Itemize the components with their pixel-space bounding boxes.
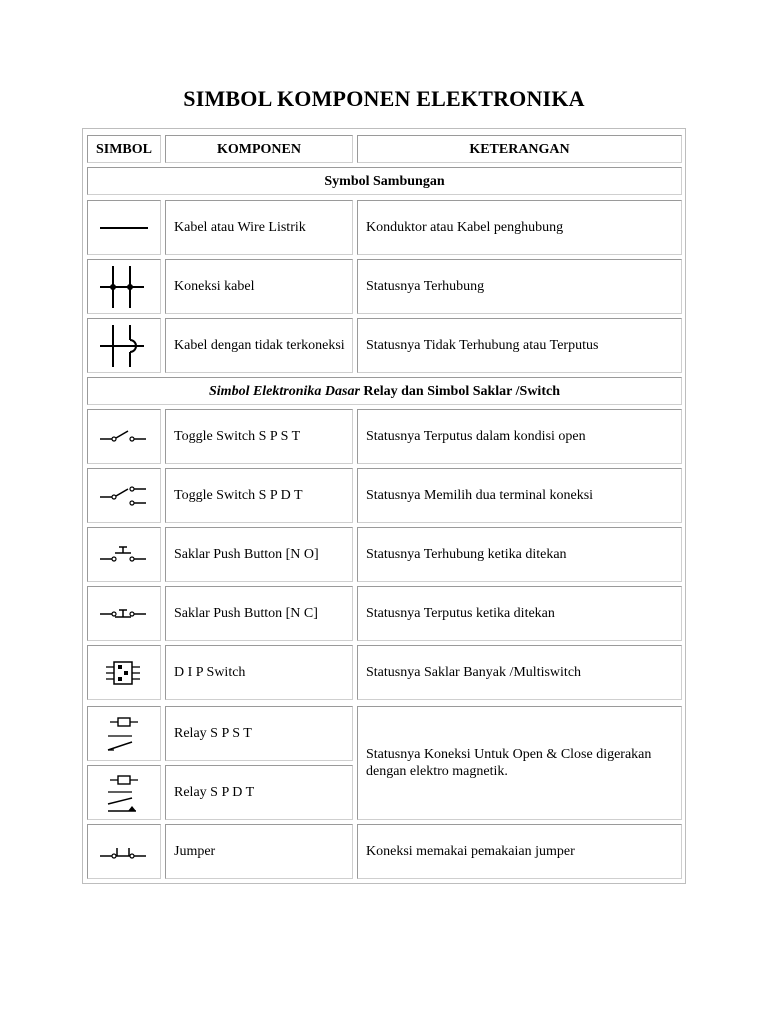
symbol-cell <box>87 586 161 641</box>
symbol-cell <box>87 645 161 700</box>
komponen-cell: Kabel dengan tidak terkoneksi <box>165 318 353 373</box>
push-button-no-symbol-icon <box>94 543 154 567</box>
komponen-cell: Jumper <box>165 824 353 879</box>
jumper-symbol-icon <box>94 840 154 864</box>
komponen-cell: Kabel atau Wire Listrik <box>165 200 353 255</box>
toggle-spdt-symbol-icon <box>94 481 154 511</box>
komponen-cell: Koneksi kabel <box>165 259 353 314</box>
section-header-relay-saklar <box>87 377 682 405</box>
keterangan-cell: Statusnya Terhubung ketika ditekan <box>357 527 682 582</box>
relay-spdt-symbol-icon <box>94 771 154 815</box>
komponen-cell: Saklar Push Button [N C] <box>165 586 353 641</box>
keterangan-cell: Statusnya Memilih dua terminal koneksi <box>357 468 682 523</box>
connected-wires-symbol-icon <box>94 262 154 312</box>
keterangan-cell: Statusnya Terputus dalam kondisi open <box>357 409 682 464</box>
komponen-cell: Toggle Switch S P S T <box>165 409 353 464</box>
symbol-cell <box>87 259 161 314</box>
symbol-cell <box>87 200 161 255</box>
header-keterangan: KETERANGAN <box>357 135 682 163</box>
wire-symbol-icon <box>94 218 154 238</box>
section-header-italic: Simbol Elektronika Dasar <box>209 383 360 399</box>
symbol-cell <box>87 765 161 820</box>
section-header-sambungan: Symbol Sambungan <box>87 167 682 195</box>
komponen-cell: Toggle Switch S P D T <box>165 468 353 523</box>
section-header-bold: Relay dan Simbol Saklar /Switch <box>359 383 560 399</box>
symbol-cell <box>87 468 161 523</box>
dip-switch-symbol-icon <box>94 656 154 690</box>
komponen-cell: Relay S P S T <box>165 706 353 761</box>
push-button-nc-symbol-icon <box>94 602 154 626</box>
keterangan-cell: Statusnya Terputus ketika ditekan <box>357 586 682 641</box>
symbol-cell <box>87 527 161 582</box>
keterangan-cell: Statusnya Saklar Banyak /Multiswitch <box>357 645 682 700</box>
symbol-cell <box>87 706 161 761</box>
komponen-cell: Saklar Push Button [N O] <box>165 527 353 582</box>
header-simbol: SIMBOL <box>87 135 161 163</box>
relay-spst-symbol-icon <box>94 712 154 756</box>
symbol-cell <box>87 318 161 373</box>
keterangan-cell: Koneksi memakai pemakaian jumper <box>357 824 682 879</box>
keterangan-cell: Statusnya Terhubung <box>357 259 682 314</box>
symbol-cell <box>87 409 161 464</box>
keterangan-cell-relay: Statusnya Koneksi Untuk Open & Close digerakan dengan elektro magnetik. <box>357 706 682 820</box>
page-title: SIMBOL KOMPONEN ELEKTRONIKA <box>183 86 585 111</box>
crossing-wires-symbol-icon <box>94 321 154 371</box>
keterangan-cell: Statusnya Tidak Terhubung atau Terputus <box>357 318 682 373</box>
toggle-spst-symbol-icon <box>94 425 154 449</box>
header-komponen: KOMPONEN <box>165 135 353 163</box>
symbol-cell <box>87 824 161 879</box>
keterangan-cell: Konduktor atau Kabel penghubung <box>357 200 682 255</box>
komponen-cell: D I P Switch <box>165 645 353 700</box>
komponen-cell: Relay S P D T <box>165 765 353 820</box>
